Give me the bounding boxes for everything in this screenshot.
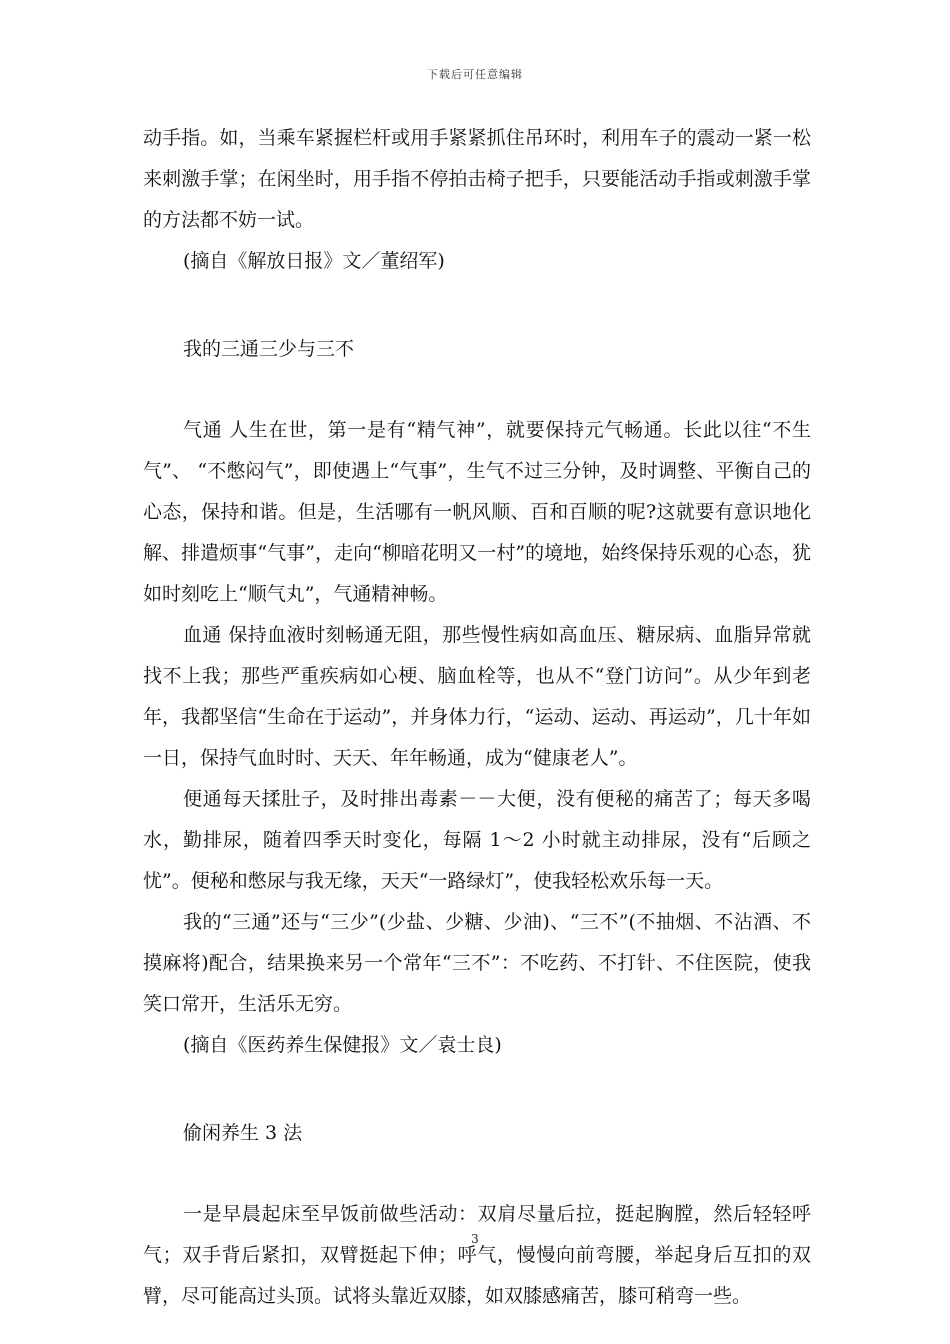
article-two-title: 我的三通三少与三不	[183, 338, 355, 360]
page-header: 下载后可任意编辑	[427, 68, 523, 81]
article-two-source: (摘自《医药养生保健报》文／袁士良)	[183, 1034, 502, 1056]
article-two-paragraph-summary: 我的“三通”还与“三少”(少盐、少糖、少油)、“三不”(不抽烟、不沾酒、不摸麻将)配合，结果换来另一个常年“三不”：不吃药、不打针、不住医院，使我笑口常开，生活乐无穷。	[143, 911, 811, 1015]
article-one-source: (摘自《解放日报》文／董绍军)	[183, 250, 445, 272]
article-two-paragraph-qitong: 气通 人生在世，第一是有“精气神”，就要保持元气畅通。长此以往“不生气”、 “不憋闷气”，即使遇上“气事”，生气不过三分钟，及时调整、平衡自己的心态，保持和谐。但是，生活哪有一帆风顺、百和百顺的呢?这就要有意识地化解、排遣烦事“气事”，走向“柳暗花明又一村”的境地，始终保持乐观的心态，犹如时刻吃上“顺气丸”，气通精神畅。	[143, 419, 811, 605]
page-content	[143, 118, 811, 1317]
spacer	[143, 1154, 811, 1194]
article-two-paragraph-biantong: 便通每天揉肚子，及时排出毒素－－大便，没有便秘的痛苦了；每天多喝水，勤排尿，随着四季天时变化，每隔 1～2 小时就主动排尿，没有“后顾之忧”。便秘和憋尿与我无缘，天天“一路绿灯”，使我轻松欢乐每一天。	[143, 788, 811, 892]
spacer	[143, 370, 811, 410]
page-number: 3	[471, 1232, 479, 1246]
paragraph-continuation: 动手指。如，当乘车紧握栏杆或用手紧紧抓住吊环时，利用车子的震动一紧一松来刺激手掌；在闲坐时，用手指不停拍击椅子把手，只要能活动手指或刺激手掌的方法都不妨一试。	[143, 127, 811, 231]
article-three-title: 偷闲养生 3 法	[183, 1122, 303, 1144]
spacer	[143, 282, 811, 329]
article-two-paragraph-xuetong: 血通 保持血液时刻畅通无阻，那些慢性病如高血压、糖尿病、血脂异常就找不上我；那些严重疾病如心梗、脑血栓等，也从不“登门访问”。从少年到老年，我都坚信“生命在于运动”，并身体力行，“运动、运动、再运动”，几十年如一日，保持气血时时、天天、年年畅通，成为“健康老人”。	[143, 624, 811, 769]
article-three-paragraph-1: 一是早晨起床至早饭前做些活动：双肩尽量后拉，挺起胸膛，然后轻轻呼气；双手背后紧扣，双臂挺起下伸；呼气，慢慢向前弯腰，举起身后互扣的双臂，尽可能高过头顶。试将头靠近双膝，如双膝感痛苦，膝可稍弯一些。	[143, 1203, 811, 1307]
spacer	[143, 1066, 811, 1113]
